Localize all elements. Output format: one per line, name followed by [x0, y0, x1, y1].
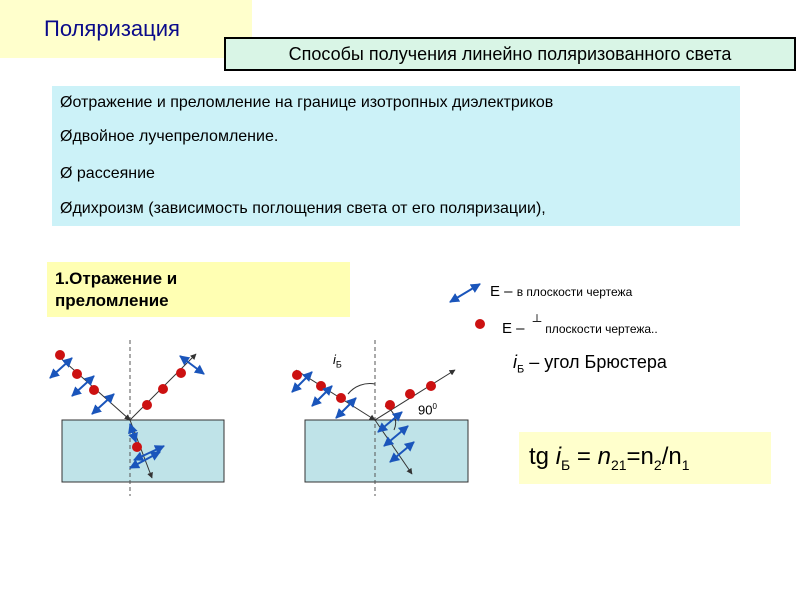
method-item: Ø рассеяние — [60, 165, 155, 182]
reflected-ray-right — [375, 370, 455, 420]
angle-label: $i_Б$ — [333, 352, 342, 370]
bullet-icon: Ø — [60, 128, 73, 145]
section-heading: 1.Отражение и преломление — [55, 269, 178, 310]
bullet-icon: Ø — [60, 200, 73, 217]
method-item: Øдвойное лучепреломление. — [60, 128, 279, 145]
bullet-icon: Ø — [60, 165, 73, 182]
perpendicular-icon: ┴ — [532, 314, 542, 328]
glass-block-left — [62, 420, 224, 482]
bullet-icon: Ø — [60, 94, 73, 111]
subtitle-text: Способы получения линейно поляризованного света — [288, 43, 732, 64]
method-item: Øдихроизм (зависимость поглощения света от его поляризации), — [60, 200, 546, 217]
right-angle-label: $90^0$ — [418, 402, 437, 418]
legend-perp-dot-icon — [475, 319, 485, 329]
legend-in-plane-arrow-icon — [450, 284, 480, 302]
glass-block-right — [305, 420, 468, 482]
legend-perp-plane: E – ┴плоскости чертежа.. — [502, 314, 658, 337]
brewster-formula: tg $i_Б = n_{21}=n_2/n_1$ — [529, 443, 690, 473]
brewster-definition: $i_Б$ – угол Брюстера — [513, 352, 667, 376]
page-title: Поляризация — [44, 16, 180, 41]
brewster-angle-arc-icon — [348, 384, 375, 394]
legend-in-plane: E – в плоскости чертежа — [490, 283, 633, 300]
method-item: Øотражение и преломление на границе изотропных диэлектриков — [60, 94, 554, 111]
